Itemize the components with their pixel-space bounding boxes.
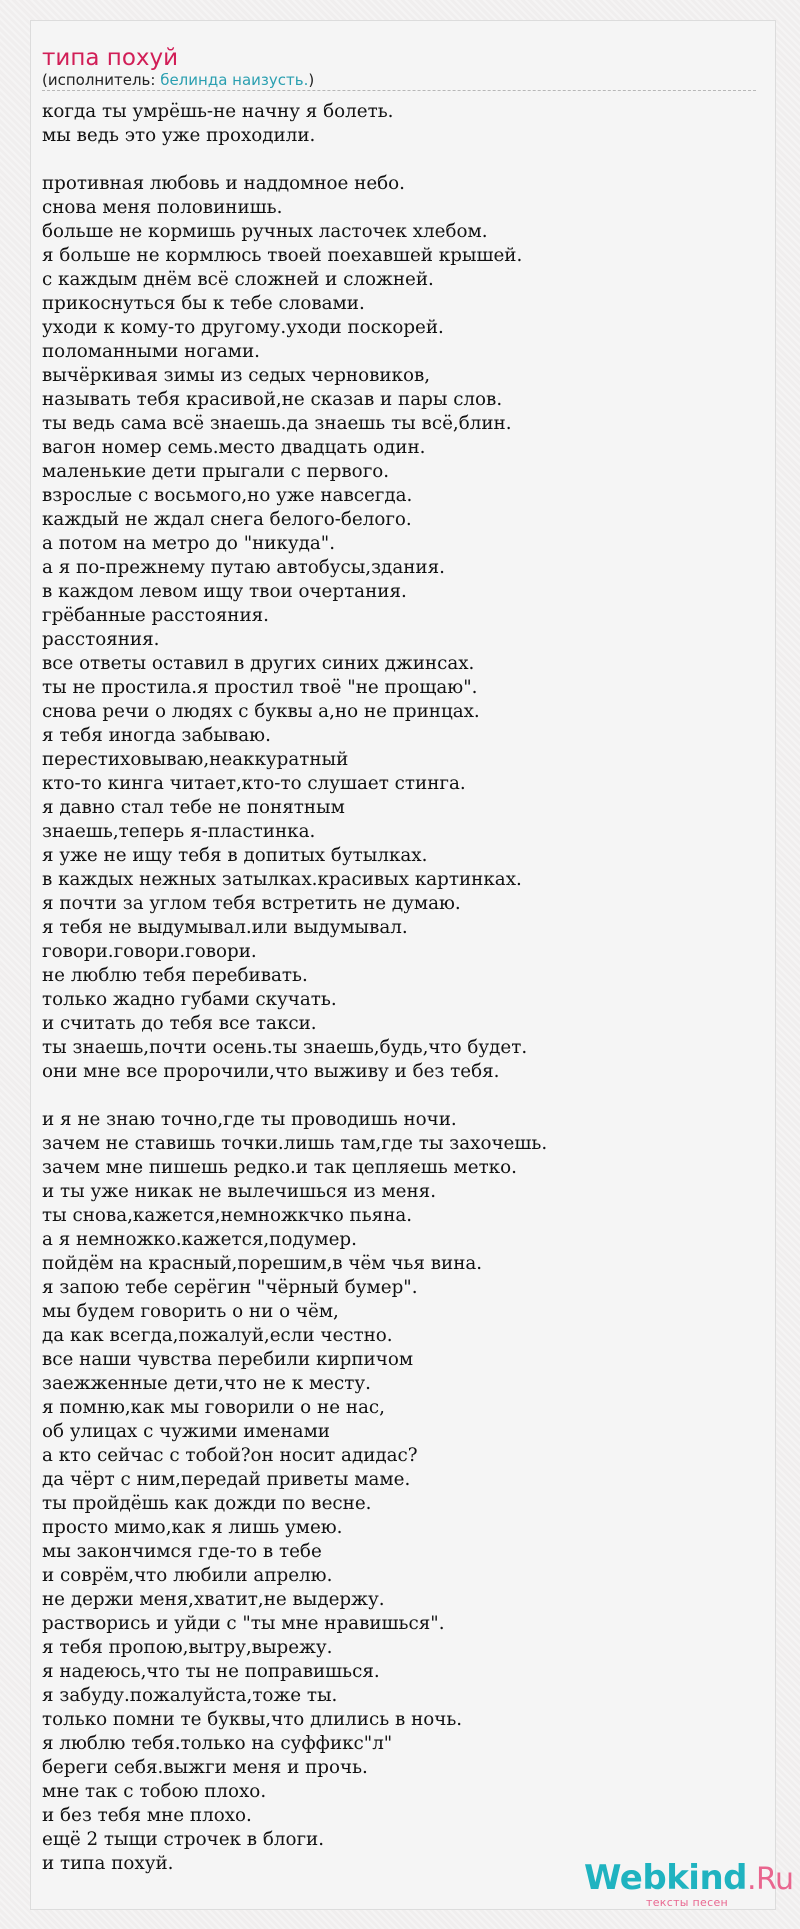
lyric-line: я забуду.пожалуйста,тоже ты. [42, 1685, 338, 1706]
lyric-line: и типа похуй. [42, 1853, 174, 1874]
artist-line [42, 70, 314, 90]
lyric-line: а кто сейчас с тобой?он носит адидас? [42, 1445, 418, 1466]
lyric-line: а я немножко.кажется,подумер. [42, 1229, 357, 1250]
lyric-line: и ты уже никак не вылечишься из меня. [42, 1181, 437, 1202]
lyric-line: об улицах с чужими именами [42, 1421, 330, 1442]
logo-domain-text: .Ru [747, 1862, 794, 1897]
lyric-line: я надеюсь,что ты не поправишься. [42, 1661, 380, 1682]
lyric-line: все наши чувства перебили кирпичом [42, 1349, 414, 1370]
lyric-line: да как всегда,пожалуй,если честно. [42, 1325, 393, 1346]
logo-wordmark [584, 1858, 794, 1900]
lyric-line: маленькие дети прыгали с первого. [42, 461, 390, 482]
lyric-line: зачем не ставишь точки.лишь там,где ты захочешь. [42, 1133, 548, 1154]
lyric-line: да чёрт с ним,передай приветы маме. [42, 1469, 411, 1490]
lyric-line: поломанными ногами. [42, 341, 260, 362]
lyric-line: я запою тебе серёгин "чёрный бумер". [42, 1277, 418, 1298]
lyric-line: и считать до тебя все такси. [42, 1013, 317, 1034]
lyric-line: ты пройдёшь как дожди по весне. [42, 1493, 372, 1514]
lyric-line: грёбанные расстояния. [42, 605, 269, 626]
lyric-line: мы будем говорить о ни о чём, [42, 1301, 339, 1322]
lyric-line: а потом на метро до "никуда". [42, 533, 336, 554]
lyrics-text [42, 100, 762, 1876]
lyric-line: и без тебя мне плохо. [42, 1805, 252, 1826]
lyric-line: перестиховываю,неаккуратный [42, 749, 349, 770]
lyric-line: снова меня половинишь. [42, 197, 283, 218]
lyric-line: заежженные дети,что не к месту. [42, 1373, 371, 1394]
song-title: типа похуй [42, 45, 179, 71]
lyric-line: только помни те буквы,что длились в ночь. [42, 1709, 463, 1730]
lyric-line: я тебя не выдумывал.или выдумывал. [42, 917, 408, 938]
lyric-line: снова речи о людях с буквы а,но не принцах. [42, 701, 480, 722]
lyric-line: расстояния. [42, 629, 160, 650]
lyric-line: а я по-прежнему путаю автобусы,здания. [42, 557, 445, 578]
lyric-line: вычёркивая зимы из седых черновиков, [42, 365, 431, 386]
logo-tagline: тексты песен [646, 1896, 729, 1909]
lyric-line: больше не кормишь ручных ласточек хлебом. [42, 221, 488, 242]
lyric-line: мы закончимся где-то в тебе [42, 1541, 322, 1562]
lyric-line: пойдём на красный,порешим,в чём чья вина. [42, 1253, 483, 1274]
site-logo[interactable] [584, 1858, 794, 1918]
lyric-line: мне так с тобою плохо. [42, 1781, 267, 1802]
lyric-line: кто-то кинга читает,кто-то слушает стинга. [42, 773, 466, 794]
lyric-line: я помню,как мы говорили о не нас, [42, 1397, 385, 1418]
lyric-line: растворись и уйди с "ты мне нравишься". [42, 1613, 445, 1634]
lyric-line: я давно стал тебе не понятным [42, 797, 345, 818]
artist-prefix: (исполнитель: [42, 71, 161, 89]
title-divider [42, 90, 756, 91]
lyric-line: противная любовь и наддомное небо. [42, 173, 405, 194]
logo-main-text: Webkind [584, 1858, 747, 1898]
lyric-line: и соврём,что любили апрелю. [42, 1565, 333, 1586]
lyric-line: я уже не ищу тебя в допитых бутылках. [42, 845, 428, 866]
lyric-line: я люблю тебя.только на суффикс"л" [42, 1733, 393, 1754]
lyric-line: называть тебя красивой,не сказав и пары слов. [42, 389, 503, 410]
lyric-line: в каждом левом ищу твои очертания. [42, 581, 407, 602]
lyric-line: ты не простила.я простил твоё "не прощаю". [42, 677, 478, 698]
lyric-line: с каждым днём всё сложней и сложней. [42, 269, 434, 290]
lyric-line: в каждых нежных затылках.красивых картинках. [42, 869, 522, 890]
lyric-line: я почти за углом тебя встретить не думаю. [42, 893, 461, 914]
lyric-line [42, 148, 762, 172]
lyric-line: не держи меня,хватит,не выдержу. [42, 1589, 385, 1610]
lyric-line: ты ведь сама всё знаешь.да знаешь ты всё,блин. [42, 413, 512, 434]
lyric-line: я тебя пропою,вытру,вырежу. [42, 1637, 333, 1658]
lyric-line: они мне все пророчили,что выживу и без тебя. [42, 1061, 500, 1082]
lyric-line: каждый не ждал снега белого-белого. [42, 509, 412, 530]
lyric-line: просто мимо,как я лишь умею. [42, 1517, 343, 1538]
lyric-line: я больше не кормлюсь твоей поехавшей крышей. [42, 245, 523, 266]
lyric-line: все ответы оставил в других синих джинсах. [42, 653, 475, 674]
lyric-line: прикоснуться бы к тебе словами. [42, 293, 365, 314]
lyric-line: только жадно губами скучать. [42, 989, 337, 1010]
lyric-line: уходи к кому-то другому.уходи поскорей. [42, 317, 444, 338]
artist-suffix: ) [308, 71, 315, 89]
lyric-line: ещё 2 тыщи строчек в блоги. [42, 1829, 325, 1850]
lyric-line: я тебя иногда забываю. [42, 725, 271, 746]
lyric-line: знаешь,теперь я-пластинка. [42, 821, 316, 842]
lyric-line: не люблю тебя перебивать. [42, 965, 308, 986]
lyric-line: ты снова,кажется,немножкчко пьяна. [42, 1205, 413, 1226]
lyric-line: зачем мне пишешь редко.и так цепляешь метко. [42, 1157, 517, 1178]
lyric-line: взрослые с восьмого,но уже навсегда. [42, 485, 413, 506]
lyric-line: вагон номер семь.место двадцать один. [42, 437, 426, 458]
lyric-line: береги себя.выжги меня и прочь. [42, 1757, 368, 1778]
artist-link[interactable]: белинда наизусть. [160, 71, 309, 89]
lyric-line: ты знаешь,почти осень.ты знаешь,будь,что будет. [42, 1037, 528, 1058]
lyric-line: говори.говори.говори. [42, 941, 257, 962]
lyric-line: и я не знаю точно,где ты проводишь ночи. [42, 1109, 457, 1130]
lyric-line: когда ты умрёшь-не начну я болеть. [42, 101, 394, 122]
lyric-line [42, 1084, 762, 1108]
lyric-line: мы ведь это уже проходили. [42, 125, 316, 146]
